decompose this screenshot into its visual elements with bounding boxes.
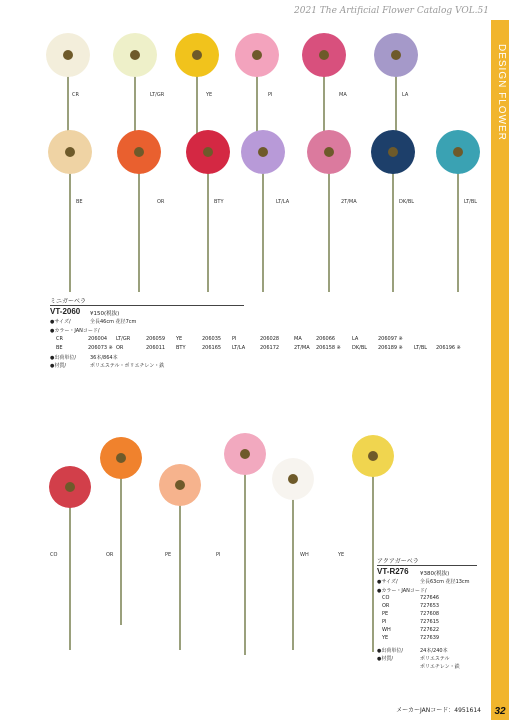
flower-image	[113, 33, 157, 77]
flower-image	[272, 458, 314, 500]
jan-cell: BTY	[176, 345, 186, 351]
flower-center	[258, 147, 268, 157]
price: ¥380(税抜)	[420, 571, 450, 577]
jan-cell: 206035	[202, 336, 222, 342]
color-code-label: BTY	[214, 199, 224, 205]
unit-label: ●出荷単位/	[50, 355, 77, 361]
flower-center	[203, 147, 213, 157]
jan-cell: OR	[116, 345, 124, 351]
flower-image	[186, 130, 230, 174]
jan-cell: 206059	[146, 336, 166, 342]
jan-cell: 206066	[316, 336, 336, 342]
jan-cell: 727646	[420, 595, 440, 601]
unit-value: 36本/864本	[90, 355, 118, 361]
size-label: ●サイズ/	[377, 579, 398, 585]
jan-cell: 206004	[88, 336, 108, 342]
section-rule	[50, 305, 244, 306]
flower-image	[371, 130, 415, 174]
jan-cell: 206073 ※	[88, 345, 113, 351]
jan-cell: 727608	[420, 611, 440, 617]
color-code-label: LA	[402, 92, 409, 98]
jan-cell: LT/BL	[414, 345, 428, 351]
jan-cell: CR	[56, 336, 63, 342]
flower-image	[302, 33, 346, 77]
jan-cell: PI	[382, 619, 387, 625]
color-code-label: PI	[268, 92, 273, 98]
flower-center	[252, 50, 262, 60]
flower-image	[175, 33, 219, 77]
material-value: ポリエステル・ポリエチレン・鉄	[90, 363, 165, 369]
flower-image	[241, 130, 285, 174]
jan-cell: PE	[382, 611, 389, 617]
jan-cell: LT/LA	[232, 345, 246, 351]
color-code-label: BE	[76, 199, 83, 205]
jan-cell: 727653	[420, 603, 440, 609]
color-code-label: CO	[50, 552, 58, 558]
color-code-label: PI	[216, 552, 221, 558]
color-code-label: OR	[106, 552, 114, 558]
color-code-label: YE	[206, 92, 213, 98]
flower-center	[65, 147, 75, 157]
section-name: ミニガーベラ	[50, 298, 87, 305]
flower-stem	[244, 454, 246, 655]
jan-cell: 206196 ※	[436, 345, 461, 351]
flower-image	[49, 466, 91, 508]
jan-cell: 727622	[420, 627, 440, 633]
jan-cell: OR	[382, 603, 390, 609]
material-value: ポリエステル	[420, 656, 450, 662]
color-code-label: OR	[157, 199, 165, 205]
flower-image	[48, 130, 92, 174]
jan-cell: 206165	[202, 345, 222, 351]
jan-cell: DK/BL	[352, 345, 368, 351]
jan-cell: YE	[382, 635, 389, 641]
flower-image	[436, 130, 480, 174]
flower-image	[117, 130, 161, 174]
color-code-label: CR	[72, 92, 79, 98]
jan-cell: MA	[294, 336, 302, 342]
jan-cell: PI	[232, 336, 237, 342]
flower-center	[453, 147, 463, 157]
flower-image	[374, 33, 418, 77]
jan-cell: CO	[382, 595, 390, 601]
section-rule	[377, 565, 477, 566]
color-code-label: LT/LA	[276, 199, 290, 205]
flower-center	[324, 147, 334, 157]
jan-cell: 2T/MA	[294, 345, 310, 351]
flower-stem	[292, 479, 294, 650]
color-code-label: WH	[300, 552, 309, 558]
flower-stem	[69, 487, 71, 650]
color-code-label: MA	[339, 92, 347, 98]
flower-center	[116, 453, 126, 463]
color-code-label: DK/BL	[399, 199, 415, 205]
material-label: ●材質/	[50, 363, 67, 369]
color-code-label: LT/GR	[150, 92, 165, 98]
maker-jan-code: メーカーJANコード：4951614	[396, 707, 481, 714]
material-value: ポリエチレン・鉄	[420, 664, 460, 670]
flower-center	[240, 449, 250, 459]
flower-stem	[120, 458, 122, 625]
flower-center	[288, 474, 298, 484]
flower-image	[235, 33, 279, 77]
color-jan-label: ●カラー・JANコード/	[377, 588, 427, 594]
color-jan-label: ●カラー・JANコード/	[50, 328, 100, 334]
jan-cell: YE	[176, 336, 183, 342]
flower-center	[63, 50, 73, 60]
side-label: DESIGN FLOWER	[496, 44, 507, 141]
jan-cell: 727639	[420, 635, 440, 641]
color-code-label: PE	[165, 552, 172, 558]
flower-center	[319, 50, 329, 60]
jan-cell: 206028	[260, 336, 280, 342]
price: ¥150(税抜)	[90, 311, 120, 317]
flower-center	[391, 50, 401, 60]
jan-cell: 206011	[146, 345, 166, 351]
size-value: 全長63cm 花径13cm	[420, 579, 470, 585]
header-title: 2021 The Artificial Flower Catalog VOL.51	[294, 6, 489, 16]
product-code: VT-R276	[377, 567, 409, 576]
flower-image	[100, 437, 142, 479]
jan-cell: 206097 ※	[378, 336, 403, 342]
unit-value: 24本/240本	[420, 648, 448, 654]
flower-center	[388, 147, 398, 157]
jan-cell: LT/GR	[116, 336, 131, 342]
flower-image	[46, 33, 90, 77]
color-code-label: 2T/MA	[341, 199, 357, 205]
jan-cell: BE	[56, 345, 63, 351]
jan-cell: 727615	[420, 619, 440, 625]
unit-label: ●出荷単位/	[377, 648, 404, 654]
product-code: VT-2060	[50, 307, 81, 316]
flower-center	[175, 480, 185, 490]
flower-stem	[372, 456, 374, 652]
jan-cell: 206172	[260, 345, 280, 351]
flower-stem	[179, 485, 181, 650]
size-value: 全長46cm 花径7cm	[90, 319, 137, 325]
jan-cell: 206189 ※	[378, 345, 403, 351]
flower-center	[134, 147, 144, 157]
flower-image	[159, 464, 201, 506]
material-label: ●材質/	[377, 656, 394, 662]
flower-center	[65, 482, 75, 492]
size-label: ●サイズ/	[50, 319, 71, 325]
color-code-label: YE	[338, 552, 345, 558]
flower-center	[130, 50, 140, 60]
flower-image	[307, 130, 351, 174]
color-code-label: LT/BL	[464, 199, 478, 205]
page-number: 32	[494, 706, 506, 717]
flower-image	[352, 435, 394, 477]
jan-cell: 206158 ※	[316, 345, 341, 351]
jan-cell: WH	[382, 627, 391, 633]
jan-cell: LA	[352, 336, 359, 342]
flower-center	[192, 50, 202, 60]
flower-center	[368, 451, 378, 461]
section-name: アクアガーベラ	[377, 558, 419, 565]
flower-image	[224, 433, 266, 475]
